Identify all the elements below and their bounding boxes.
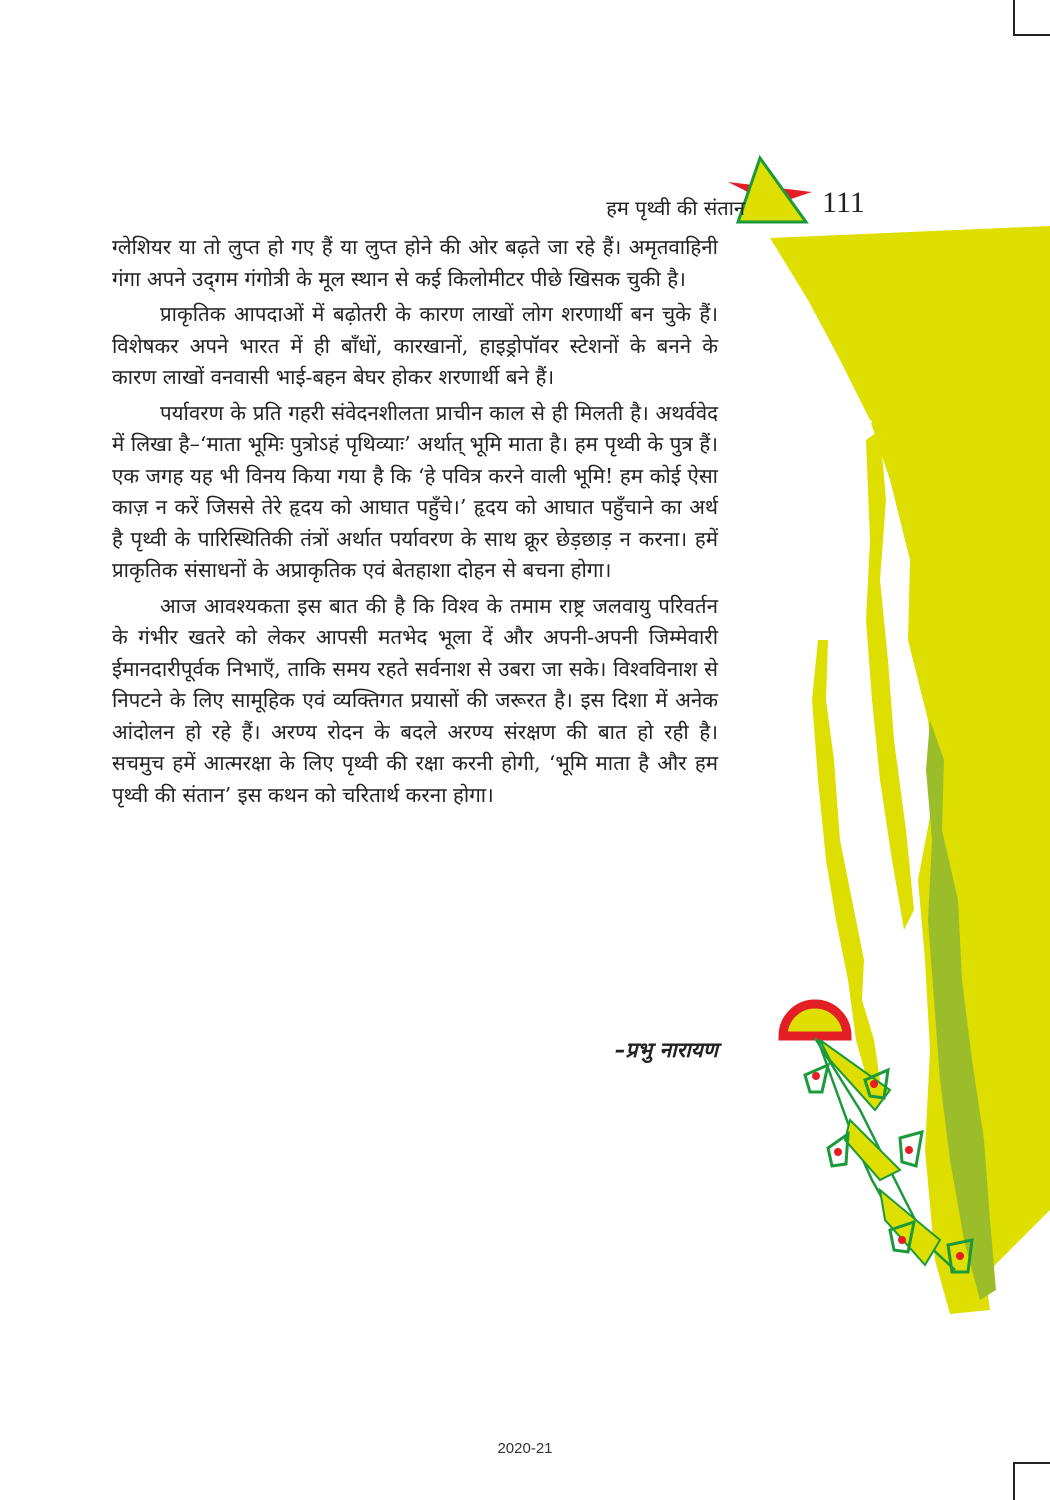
flower-head: [783, 1004, 847, 1036]
paragraph: प्राकृतिक आपदाओं में बढ़ोतरी के कारण लाखों लोग शरणार्थी बन चुके हैं। विशेषकर अपने भारत में ही बाँधों, कारखानों, हाइड्रोपॉवर स्टेशनों के बनने के कारण लाखों वनवासी भाई-बहन बेघर होकर शरणार्थी बने हैं।: [112, 302, 718, 389]
page-number: 111: [822, 186, 865, 219]
paragraph: पर्यावरण के प्रति गहरी संवेदनशीलता प्राचीन काल से ही मिलती है। अथर्ववेद में लिखा है–‘माता भूमिः पुत्रोऽहं पृथिव्याः’ अर्थात् भूमि माता है। हम पृथ्वी के पुत्र हैं। एक जगह यह भी विनय किया गया है कि ‘हे पवित्र करने वाली भूमि! हम कोई ऐसा काज़ न करें जिससे तेरे हृदय को आघात पहुँचे।’ हृदय को आघात पहुँचाने का अर्थ है पृथ्वी के पारिस्थितिकी तंत्रों अर्थात पर्यावरण के साथ क्रूर छेड़छाड़ न करना। हमें प्राकृतिक संसाधनों के अप्राकृतिक एवं बेतहाशा दोहन से बचना होगा।: [112, 400, 718, 582]
running-title: हम पृथ्वी की संतान: [606, 196, 745, 220]
author-signature: –प्रभु नारायण: [614, 1038, 718, 1062]
footer-year: 2020-21: [497, 1440, 553, 1457]
triangle-ornament: [738, 158, 806, 222]
body-text: [112, 232, 718, 815]
paragraph: ग्लेशियर या तो लुप्त हो गए हैं या लुप्त होने की ओर बढ़ते जा रहे हैं। अमृतवाहिनी गंगा अपने उद्‌गम गंगोत्री के मूल स्थान से कई किलोमीटर पीछे खिसक चुकी है।: [112, 235, 718, 291]
paragraph: आज आवश्यकता इस बात की है कि विश्व के तमाम राष्ट्र जलवायु परिवर्तन के गंभीर खतरे को लेकर आपसी मतभेद भूला दें और अपनी-अपनी जिम्मेवारी ईमानदारीपूर्वक निभाएँ, ताकि समय रहते सर्वनाश से उबरा जा सके। विश्वविनाश से निपटने के लिए सामूहिक एवं व्यक्तिगत प्रयासों की जरूरत है। इस दिशा में अनेक आंदोलन हो रहे हैं। अरण्य रोदन के बदले अरण्य संरक्षण की बात हो रही है। सचमुच हमें आत्मरक्षा के लिए पृथ्वी की रक्षा करनी होगी, ‘भूमि माता है और हम पृथ्वी की संतान’ इस कथन को चरितार्थ करना होगा।: [112, 593, 718, 807]
